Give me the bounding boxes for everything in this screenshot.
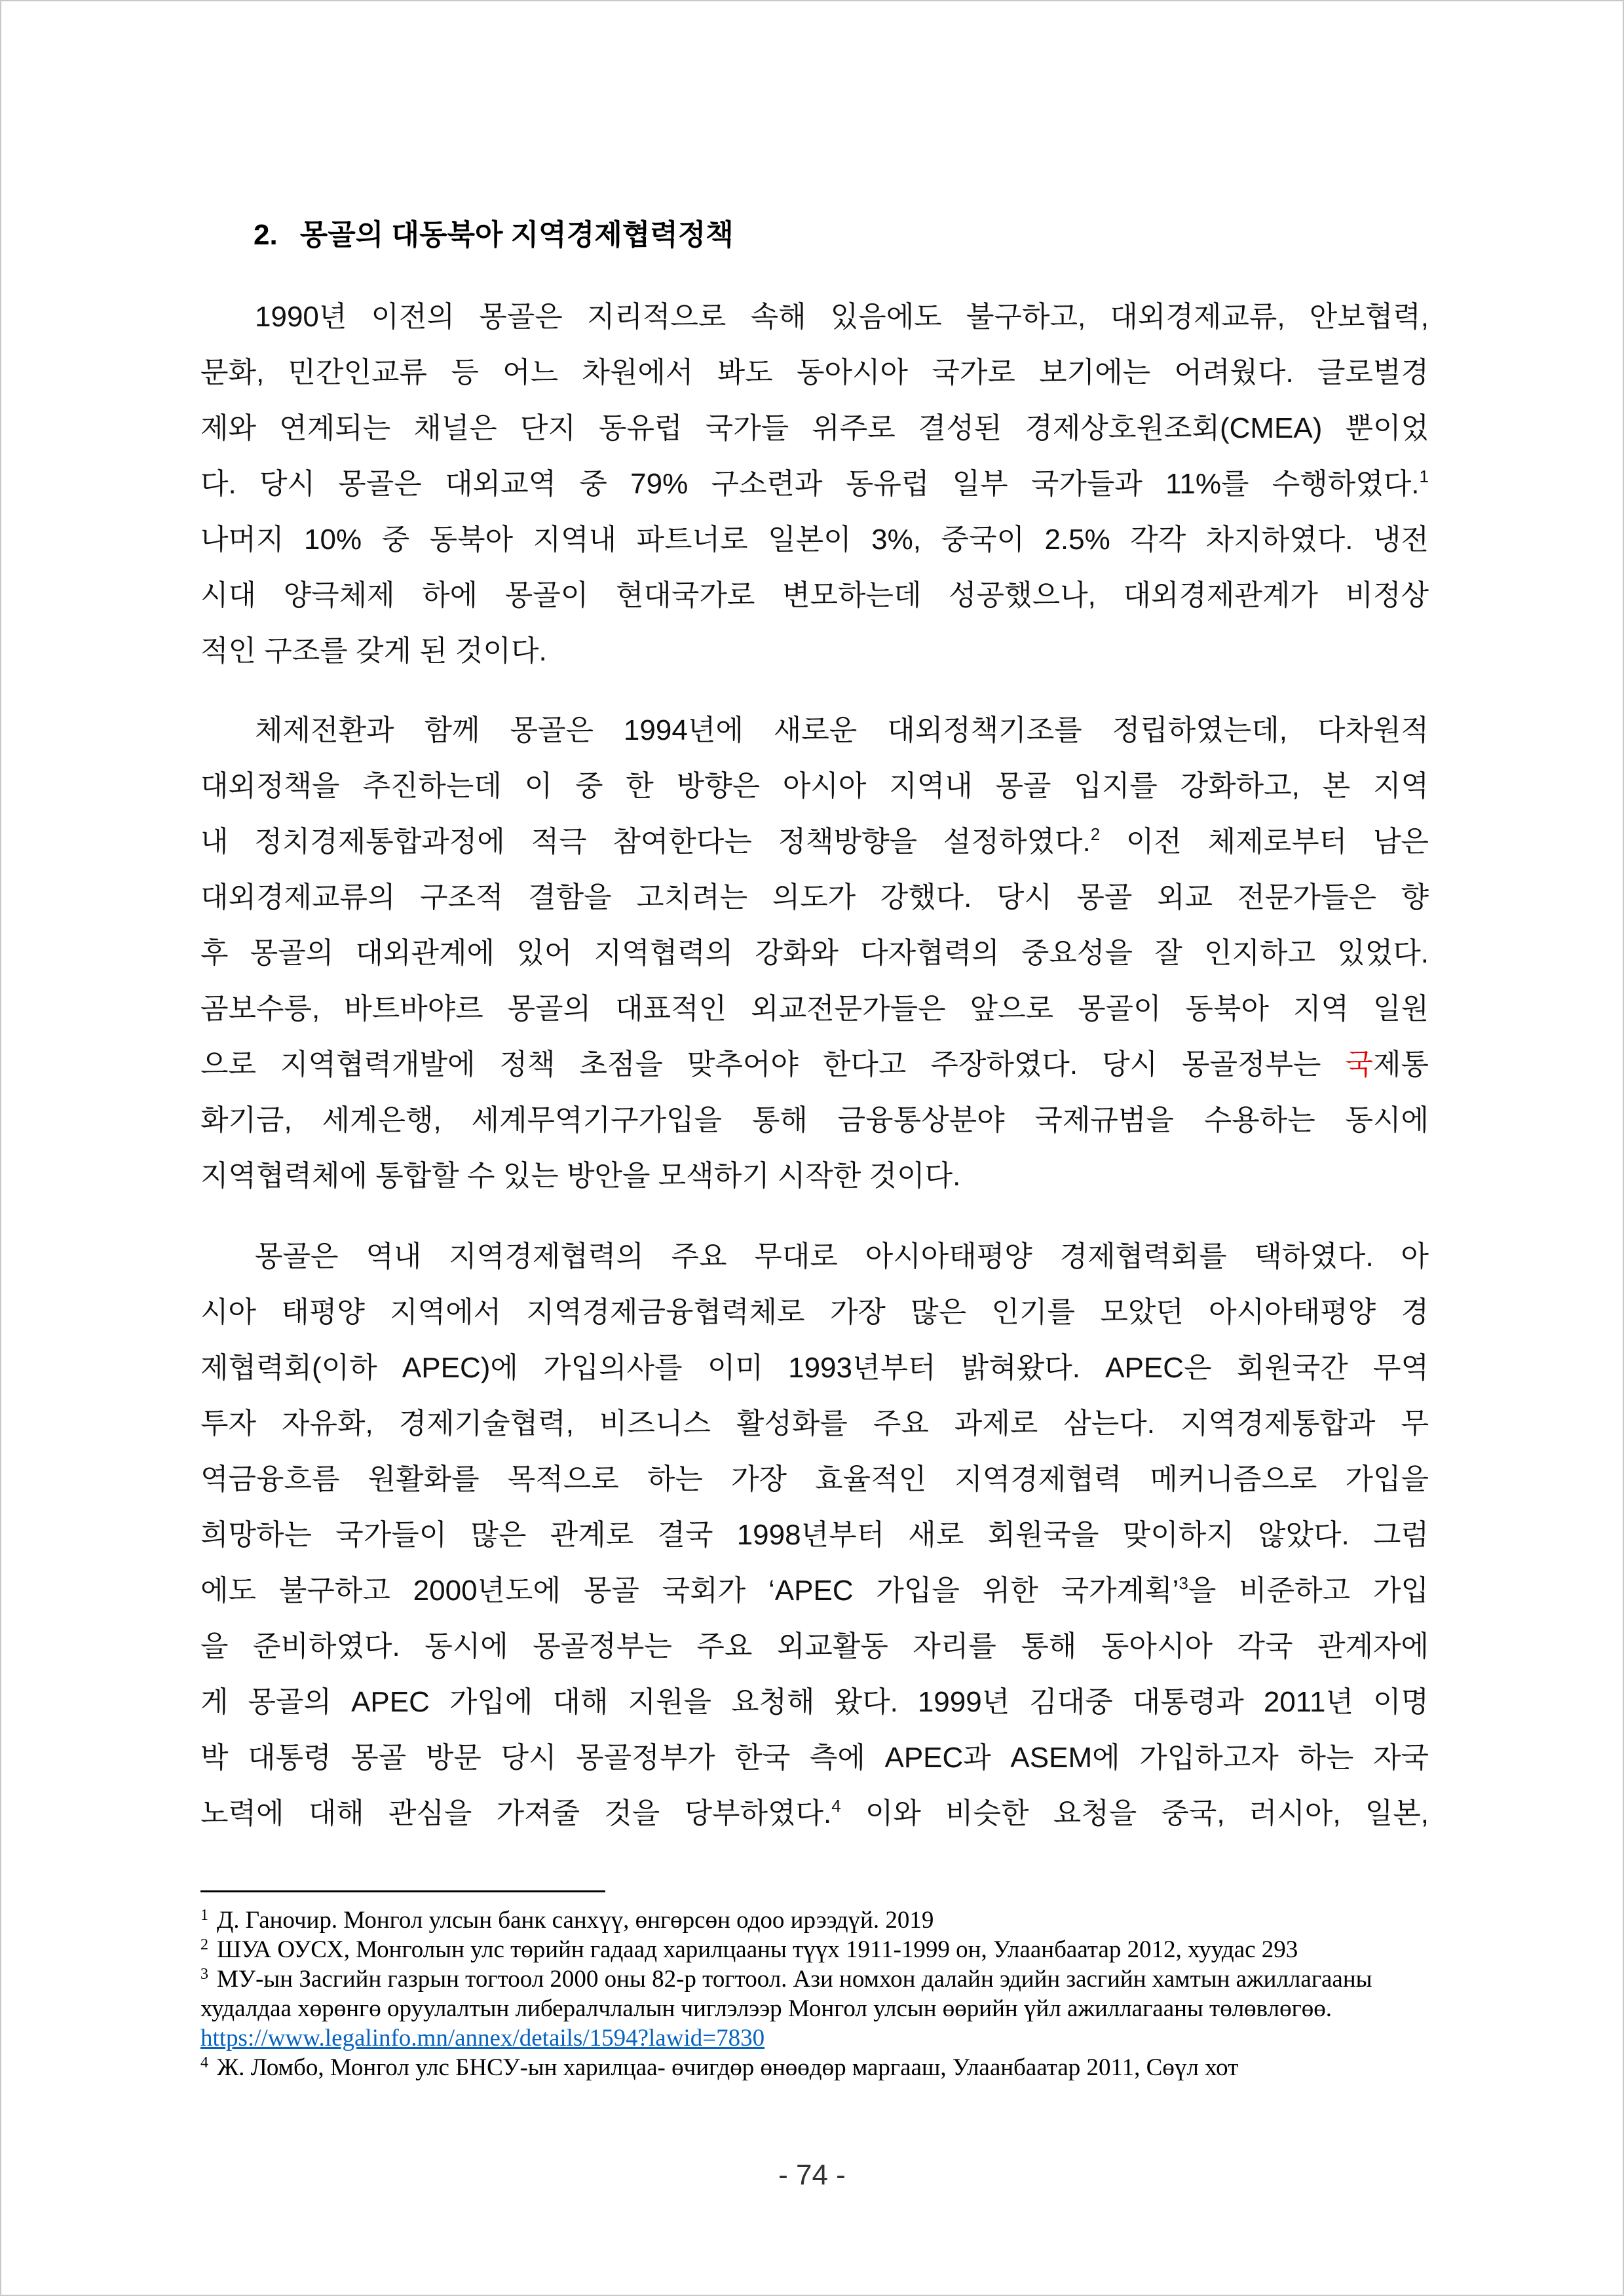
text-line <box>200 1786 1429 1841</box>
text-line: 화기금, 세계은행, 세계무역기구가입을 통해 금융통상분야 국제규범을 수용하는 동시에 <box>200 1104 1429 1136</box>
footnote-text: ШУА ОУСХ, Монголын улс төрийн гадаад харилцааны түүх 1911-1999 он, Улаанбаатар 2012, хуудас 293 <box>217 1936 1298 1963</box>
paragraph-2 <box>200 702 1429 1204</box>
paragraph-1 <box>200 289 1429 679</box>
text-line: 나머지 10% 중 동북아 지역내 파트너로 일본이 3%, 중국이 2.5% 각각 차지하였다. 냉전 <box>200 524 1429 556</box>
footnote-separator <box>200 1890 605 1892</box>
footnote-number: 3 <box>200 1966 208 1983</box>
footnote-1 <box>200 1905 1429 1935</box>
text-line: 문화, 민간인교류 등 어느 차원에서 봐도 동아시아 국가로 보기에는 어려웠다. 글로벌경 <box>200 356 1429 389</box>
text-line: 몽골은 역내 지역경제협력의 주요 무대로 아시아태평양 경제협력회를 택하였다. 아 <box>255 1240 1429 1272</box>
text-line: 을 준비하였다. 동시에 몽골정부는 주요 외교활동 자리를 통해 동아시아 각국 관계자에 <box>200 1630 1429 1662</box>
footnote-ref-3: 3 <box>1179 1573 1188 1593</box>
section-heading <box>254 207 734 263</box>
text-line: 박 대통령 몽골 방문 당시 몽골정부가 한국 측에 APEC과 ASEM에 가입하고자 하는 자국 <box>200 1742 1429 1774</box>
text-line: 체제전환과 함께 몽골은 1994년에 새로운 대외정책기조를 정립하였는데, 다차원적 <box>255 714 1429 746</box>
footnote-number: 2 <box>200 1936 208 1953</box>
text-line <box>200 1037 1429 1092</box>
footnote-2 <box>200 1935 1429 1964</box>
line-text: 다. 당시 몽골은 대외교역 중 79% 구소련과 동유럽 일부 국가들과 11%를 수행하였다. <box>200 468 1420 500</box>
text-line: 지역협력체에 통합할 수 있는 방안을 모색하기 시작한 것이다. <box>200 1160 961 1192</box>
paragraph-3 <box>200 1229 1429 1841</box>
footnote-3 <box>200 1964 1429 1994</box>
line-text: 내 정치경제통합과정에 적극 참여한다는 정책방향을 설정하였다. <box>200 826 1091 858</box>
text-line: 시대 양극체제 하에 몽골이 현대국가로 변모하는데 성공했으나, 대외경제관계가 비정상 <box>200 579 1429 611</box>
footnote-ref-2: 2 <box>1090 824 1101 844</box>
footnotes <box>200 1905 1429 2082</box>
line-text: 으로 지역협력개발에 정책 초점을 맞추어야 한다고 주장하였다. 당시 몽골정부는 <box>200 1048 1346 1081</box>
page-number: - 74 - <box>778 2159 846 2191</box>
footnote-4 <box>200 2053 1429 2082</box>
footnote-text: худалдаа хөрөнгө оруулалтын либералчлалын чиглэлээр Монгол улсын өөрийн үйл ажиллагааны төлөвлөгөө. <box>200 1995 1332 2022</box>
footnote-text: МУ-ын Засгийн газрын тогтоол 2000 оны 82-р тогтоол. Ази номхон далайн эдийн засгийн хамтын ажиллагааны <box>217 1966 1372 1993</box>
section-title: 몽골의 대동북아 지역경제협력정책 <box>299 219 734 251</box>
text-line: 시아 태평양 지역에서 지역경제금융협력체로 가장 많은 인기를 모았던 아시아태평양 경 <box>200 1296 1429 1328</box>
text-line: 역금융흐름 원활화를 목적으로 하는 가장 효율적인 지역경제협력 메커니즘으로 가입을 <box>200 1463 1429 1495</box>
text-line <box>200 814 1429 870</box>
text-line: 제와 연계되는 채널은 단지 동유럽 국가들 위주로 결성된 경제상호원조회(CMEA) 뿐이었 <box>200 412 1429 444</box>
line-text: 에도 불구하고 2000년도에 몽골 국회가 ‘APEC 가입을 위한 국가계획’ <box>200 1575 1179 1607</box>
line-text: 이전 체제로부터 남은 <box>1100 826 1429 858</box>
text-line <box>200 456 1429 512</box>
footnote-3-link[interactable]: https://www.legalinfo.mn/annex/details/1594?lawid=7830 <box>200 2025 765 2052</box>
footnote-number: 4 <box>200 2054 208 2071</box>
line-text: 이와 비슷한 요청을 중국, 러시아, 일본, <box>840 1797 1429 1829</box>
line-text: 을 비준하고 가입 <box>1188 1575 1429 1607</box>
line-text: 노력에 대해 관심을 가져줄 것을 당부하였다. <box>200 1797 832 1829</box>
text-line: 대외경제교류의 구조적 결함을 고치려는 의도가 강했다. 당시 몽골 외교 전문가들은 향 <box>200 881 1429 913</box>
text-line: 1990년 이전의 몽골은 지리적으로 속해 있음에도 불구하고, 대외경제교류, 안보협력, <box>255 301 1429 333</box>
footnote-ref-1: 1 <box>1419 467 1429 486</box>
text-line: 희망하는 국가들이 많은 관계로 결국 1998년부터 새로 회원국을 맞이하지 않았다. 그럼 <box>200 1519 1429 1551</box>
footnote-text: Д. Ганочир. Монгол улсын банк санхүү, өнгөрсөн одоо ирээдүй. 2019 <box>217 1907 934 1934</box>
highlighted-character: 국 <box>1345 1048 1373 1081</box>
footnote-3-link-line <box>200 2023 1429 2053</box>
footnote-3-continuation <box>200 1994 1429 2023</box>
text-line: 곰보수릉, 바트바야르 몽골의 대표적인 외교전문가들은 앞으로 몽골이 동북아 지역 일원 <box>200 993 1429 1025</box>
footnote-text: Ж. Ломбо, Монгол улс БНСУ-ын харилцаа- өчигдөр өнөөдөр маргааш, Улаанбаатар 2011, Сөүл хот <box>217 2054 1239 2081</box>
footnote-number: 1 <box>200 1907 208 1924</box>
text-line: 적인 구조를 갖게 된 것이다. <box>200 635 547 667</box>
footnote-ref-4: 4 <box>831 1796 841 1816</box>
text-line: 게 몽골의 APEC 가입에 대해 지원을 요청해 왔다. 1999년 김대중 대통령과 2011년 이명 <box>200 1686 1429 1718</box>
text-line: 후 몽골의 대외관계에 있어 지역협력의 강화와 다자협력의 중요성을 잘 인지하고 있었다. <box>200 937 1429 969</box>
text-line: 투자 자유화, 경제기술협력, 비즈니스 활성화를 주요 과제로 삼는다. 지역경제통합과 무 <box>200 1407 1429 1440</box>
text-line <box>200 1563 1429 1618</box>
text-line: 제협력회(이하 APEC)에 가입의사를 이미 1993년부터 밝혀왔다. APEC은 회원국간 무역 <box>200 1352 1429 1384</box>
line-text: 제통 <box>1373 1048 1429 1081</box>
text-line: 대외정책을 추진하는데 이 중 한 방향은 아시아 지역내 몽골 입지를 강화하고, 본 지역 <box>200 770 1429 802</box>
section-number: 2. <box>254 219 278 251</box>
